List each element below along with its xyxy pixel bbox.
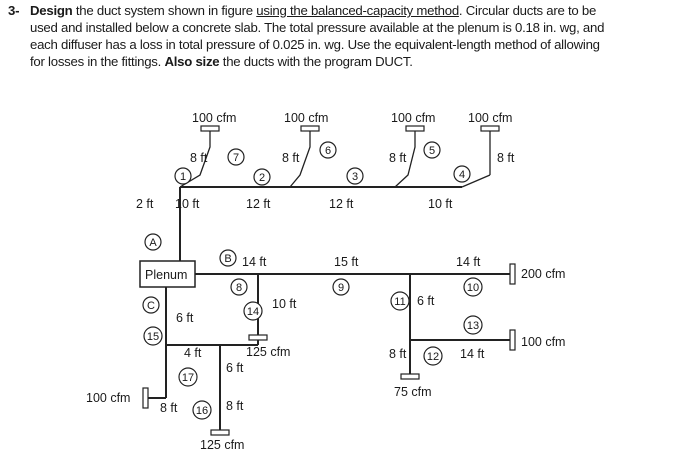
problem-text-1d: . Circular ducts are to be (458, 3, 597, 18)
length-8ft-2: 8 ft (282, 151, 300, 165)
node-6 (320, 142, 336, 158)
node-10 (464, 278, 482, 296)
problem-line-3: each diffuser has a loss in total pressure of 0.025 in. wg. Use the equivalent-length method of allowing (30, 37, 600, 52)
flow-label-o2: 100 cfm (284, 111, 329, 125)
length-14ft-c: 14 ft (460, 347, 485, 361)
svg-text:17: 17 (181, 372, 195, 384)
length-8ft-7: 8 ft (226, 399, 244, 413)
svg-text:2: 2 (258, 172, 266, 184)
flow-label-o1: 100 cfm (192, 111, 237, 125)
node-11 (391, 292, 409, 310)
problem-also-size: Also size (164, 54, 220, 69)
length-8ft-6: 8 ft (160, 401, 178, 415)
flow-label-o12: 75 cfm (394, 385, 432, 399)
node-A (145, 234, 161, 250)
svg-text:14: 14 (246, 306, 260, 318)
svg-text:B: B (224, 253, 232, 265)
flow-label-o16: 125 cfm (200, 438, 245, 452)
length-8ft-5: 8 ft (389, 347, 407, 361)
svg-text:10: 10 (466, 282, 480, 294)
node-15 (144, 327, 162, 345)
outlet-10-icon (510, 264, 515, 284)
svg-text:C: C (147, 300, 155, 312)
node-17 (179, 368, 197, 386)
node-3 (347, 168, 363, 184)
length-10ft-c: 10 ft (272, 297, 297, 311)
length-14ft-b: 14 ft (456, 255, 481, 269)
outlet-14-icon (249, 335, 267, 340)
outlet-1-icon (201, 126, 219, 131)
svg-text:8: 8 (235, 282, 243, 294)
problem-line-2: used and installed below a concrete slab. The total pressure available at the plenum is 0.18 in. wg, and (30, 20, 605, 35)
length-12ft-b: 12 ft (329, 197, 354, 211)
node-C (143, 297, 159, 313)
svg-text:16: 16 (195, 405, 209, 417)
length-14ft-a: 14 ft (242, 255, 267, 269)
svg-text:4: 4 (458, 169, 466, 181)
length-10ft-a: 10 ft (175, 197, 200, 211)
node-12 (424, 347, 442, 365)
outlet-5-icon (406, 126, 424, 131)
outlet-15-icon (143, 388, 148, 408)
node-8 (231, 279, 247, 295)
node-2 (254, 169, 270, 185)
outlet-12-icon (401, 374, 419, 379)
flow-label-o13: 100 cfm (521, 335, 566, 349)
outlet-13-icon (510, 330, 515, 350)
flow-label-o3: 100 cfm (391, 111, 436, 125)
svg-text:7: 7 (232, 152, 240, 164)
length-15ft: 15 ft (334, 255, 359, 269)
svg-text:11: 11 (394, 296, 406, 308)
svg-text:15: 15 (146, 331, 160, 343)
length-10ft-b: 10 ft (428, 197, 453, 211)
problem-text-4a: for losses in the fittings. (30, 54, 165, 69)
node-B (220, 250, 236, 266)
length-6ft-c: 6 ft (226, 361, 244, 375)
problem-text-1b: the duct system shown in figure (72, 3, 257, 18)
node-1 (175, 168, 191, 184)
problem-number: 3- (8, 3, 20, 18)
flow-label-o14: 125 cfm (246, 345, 291, 359)
length-12ft-a: 12 ft (246, 197, 271, 211)
node-16 (193, 401, 211, 419)
length-8ft-3: 8 ft (389, 151, 407, 165)
outlet-6-icon (301, 126, 319, 131)
node-7 (228, 149, 244, 165)
outlet-16-icon (211, 430, 229, 435)
duct-network (140, 187, 510, 430)
problem-verb: Design (30, 3, 73, 18)
flow-label-o4: 100 cfm (468, 111, 513, 125)
svg-text:12: 12 (426, 351, 440, 363)
plenum-label: Plenum (145, 268, 188, 282)
svg-text:3: 3 (351, 171, 359, 183)
node-9 (333, 279, 349, 295)
outlet-4-icon (481, 126, 499, 131)
length-8ft-4: 8 ft (497, 151, 515, 165)
node-4 (454, 166, 470, 182)
length-6ft-b: 6 ft (176, 311, 194, 325)
svg-text:6: 6 (324, 145, 332, 157)
node-5 (424, 142, 440, 158)
length-8ft-1: 8 ft (190, 151, 208, 165)
svg-text:13: 13 (466, 320, 480, 332)
svg-text:1: 1 (179, 171, 187, 183)
node-13 (464, 316, 482, 334)
length-4ft: 4 ft (184, 346, 202, 360)
length-6ft-a: 6 ft (417, 294, 435, 308)
top-branches (180, 131, 490, 187)
problem-text-4c: the ducts with the program DUCT. (219, 54, 413, 69)
svg-text:9: 9 (337, 282, 345, 294)
node-14 (244, 302, 262, 320)
flow-label-o10: 200 cfm (521, 267, 566, 281)
problem-method: using the balanced-capacity method (256, 3, 459, 18)
flow-label-o15: 100 cfm (86, 391, 131, 405)
svg-text:5: 5 (428, 145, 436, 157)
svg-text:A: A (149, 237, 157, 249)
length-2ft: 2 ft (136, 197, 154, 211)
